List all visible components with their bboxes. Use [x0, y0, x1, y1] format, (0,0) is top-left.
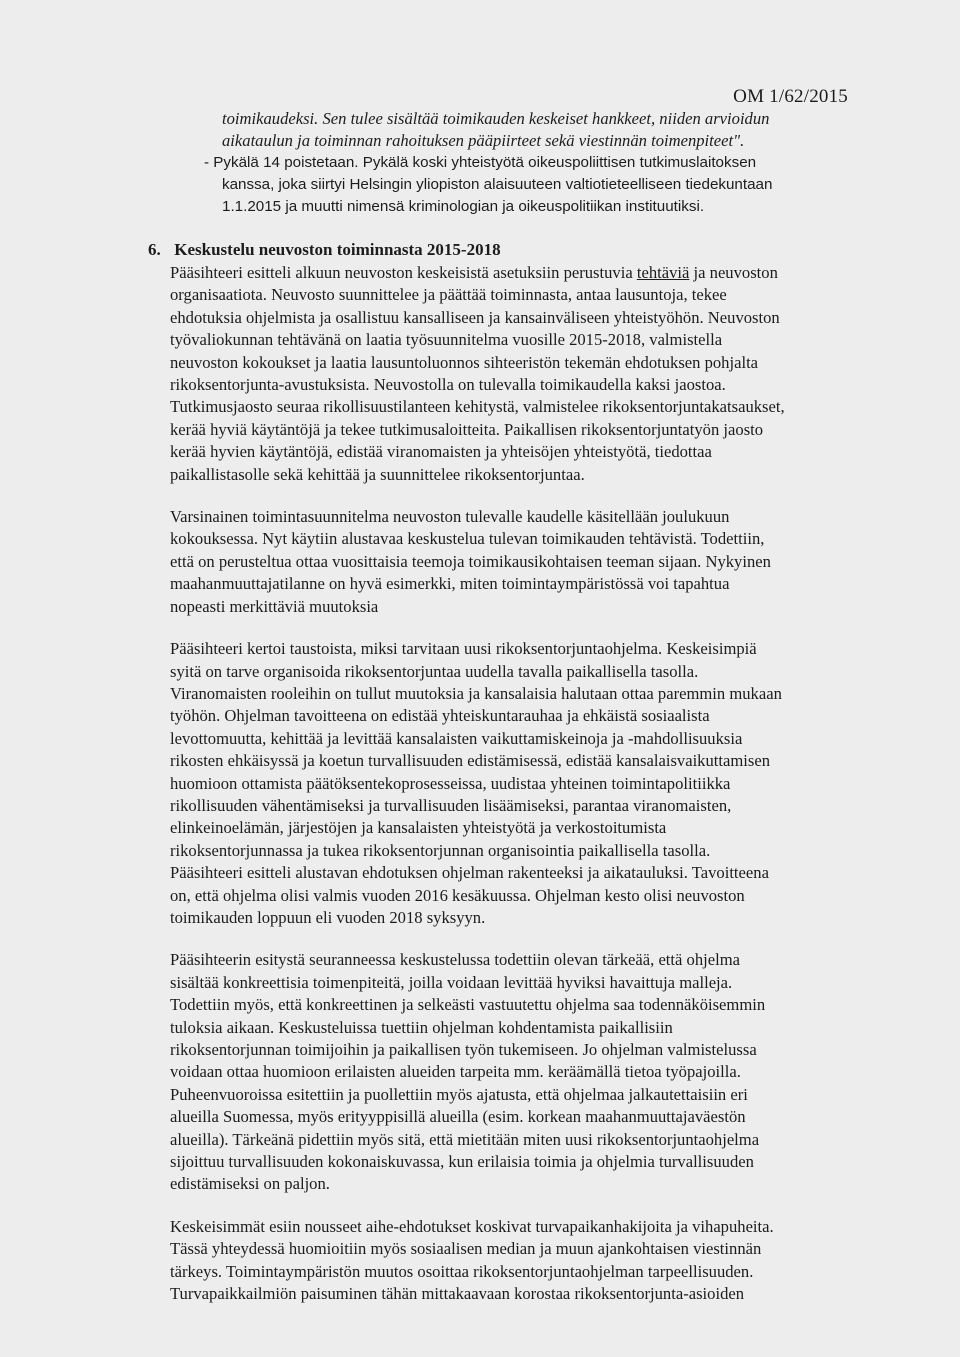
paragraph — [170, 638, 860, 929]
text-line: Pääsihteeri esitteli alkuun neuvoston keskeisistä asetuksiin perustuvia tehtäviä ja neuvoston — [170, 263, 778, 282]
text-line: Viranomaisten rooleihin on tullut muutoksia ja kansalaisia halutaan ottaa paremmin mukaan — [170, 683, 782, 703]
text-line: - Pykälä 14 poistetaan. Pykälä koski yhteistyötä oikeuspoliittisen tutkimuslaitoksen — [204, 154, 757, 171]
text-line: alueilla Suomessa, myös erityyppisillä alueilla (esim. korkean maahanmuuttajaväestön — [170, 1107, 746, 1127]
text-line: kokouksessa. Nyt käytiin alustavaa keskustelua tulevan toimikauden tehtävistä. Todettiin, — [170, 529, 765, 549]
text-line: paikallistasolle sekä kehittää ja suunnittelee rikoksentorjuntaa. — [170, 464, 585, 484]
paragraph — [170, 506, 860, 618]
text-line: rikoksentorjunnan toimijoihin ja paikallisen työn tukemiseen. Jo ohjelman valmistelussa — [170, 1040, 757, 1059]
text-line: tuloksia aikaan. Keskusteluissa tuettiin ohjelman kohdentamista paikallisiin — [170, 1017, 673, 1037]
bullet-item — [204, 152, 854, 219]
text-line: rikoksentorjunnassa ja tukea rikoksentorjunnan organisointia paikallisella tasolla. — [170, 840, 711, 860]
quoted-continuation — [222, 108, 852, 152]
paragraph — [170, 1216, 860, 1306]
text-line: organisaatiota. Neuvosto suunnittelee ja päättää toiminnasta, antaa lausuntoja, tekee — [170, 285, 727, 305]
text-line: on, että ohjelma olisi valmis vuoden 2016 kesäkuussa. Ohjelman kesto olisi neuvoston — [170, 885, 745, 905]
text-line: työhön. Ohjelman tavoitteena on edistää yhteiskuntarauhaa ja ehkäistä sosiaalista — [170, 706, 710, 726]
text-line: rikosten ehkäisyssä ja koetun turvallisuuden edistämisessä, edistää kansalaisvaikuttamisen — [170, 751, 771, 771]
paragraph — [170, 949, 860, 1195]
text-line: ehdotuksia ohjelmista ja osallistuu kansalliseen ja kansainväliseen yhteistyöhön. Neuvoston — [170, 307, 780, 327]
section-title: Keskustelu neuvoston toiminnasta 2015-2018 — [174, 240, 501, 259]
section-heading — [148, 240, 501, 260]
text-line: syitä on tarve organisoida rikoksentorjuntaa uudella tavalla paikallisella tasolla. — [170, 661, 699, 681]
text-line: 1.1.2015 ja muutti nimensä kriminologian ja oikeuspolitiikan instituutiksi. — [222, 198, 705, 216]
paragraph — [170, 262, 860, 486]
text-line: aikataulun ja toiminnan rahoituksen pääpiirteet sekä viestinnän toimenpiteet". — [222, 131, 745, 151]
text-line: alueilla). Tärkeänä pidettiin myös sitä, että mietitään miten uusi rikoksentorjuntaohjelma — [170, 1129, 760, 1149]
text-line: kerää hyvien käytäntöjä, edistää viranomaisten ja yhteisöjen yhteistyötä, tiedottaa — [170, 442, 712, 462]
text-line: edistämiseksi on paljon. — [170, 1174, 330, 1194]
text-line: Pääsihteerin esitystä seuranneessa keskustelussa todettiin olevan tärkeää, että ohjelma — [170, 950, 740, 970]
text-line: Pääsihteeri kertoi taustoista, miksi tarvitaan uusi rikoksentorjuntaohjelma. Keskeisimpiä — [170, 639, 757, 659]
text-line: sisältää konkreettisia toimenpiteitä, joilla voidaan levittää hyviksi havaittuja malleja. — [170, 972, 733, 992]
text-line: levottomuutta, kehittää ja levittää kansalaisten vaikuttamiskeinoja ja -mahdollisuuksia — [170, 728, 743, 748]
text-line: Varsinainen toimintasuunnitelma neuvoston tulevalle kaudelle käsitellään joulukuun — [170, 507, 730, 527]
text-line: toimikaudeksi. Sen tulee sisältää toimikauden keskeiset hankkeet, niiden arvioidun — [222, 109, 770, 128]
text-line: rikoksentorjunta-avustuksista. Neuvostolla on tulevalla toimikaudella kaksi jaostoa. — [170, 375, 726, 395]
text-line: työvaliokunnan tehtävänä on laatia työsuunnitelma vuosille 2015-2018, valmistella — [170, 330, 723, 350]
document-reference: OM 1/62/2015 — [733, 86, 848, 107]
text-line: kanssa, joka siirtyi Helsingin yliopiston alaisuuteen valtiotieteelliseen tiedekuntaan — [222, 176, 773, 194]
text-line: rikollisuuden vähentämiseksi ja turvallisuuden lisäämiseksi, parantaa viranomaisten, — [170, 795, 732, 815]
text-line: huomioon ottamista päätöksentekoprosesseissa, uudistaa yhteinen toimintapolitiikka — [170, 773, 731, 793]
text-line: Tässä yhteydessä huomioitiin myös sosiaalisen median ja muun ajankohtaisen viestinnän — [170, 1239, 762, 1259]
text-line: Keskeisimmät esiin nousseet aihe-ehdotukset koskivat turvapaikanhakijoita ja vihapuheita. — [170, 1216, 774, 1236]
text-line: tärkeys. Toimintaympäristön muutos osoittaa rikoksentorjuntaohjelman tarpeellisuuden. — [170, 1261, 754, 1281]
section-number: 6. — [148, 240, 161, 259]
text-line: Tutkimusjaosto seuraa rikollisuustilanteen kehitystä, valmistelee rikoksentorjuntakatsaukset, — [170, 397, 785, 417]
text-line: Puheenvuoroissa esitettiin ja puollettiin myös ajatusta, että ohjelmaa jalkautettaisiin eri — [170, 1084, 748, 1104]
text-line: voidaan ottaa huomioon erilaisten alueiden tarpeita mm. keräämällä tietoa työpajoilla. — [170, 1062, 741, 1082]
text-line: nopeasti merkittäviä muutoksia — [170, 596, 379, 616]
text-line: maahanmuuttajatilanne on hyvä esimerkki, miten toimintaympäristössä voi tapahtua — [170, 574, 730, 594]
text-line: elinkeinoelämän, järjestöjen ja kansalaisten yhteistyötä ja verkostoitumista — [170, 818, 667, 838]
text-line: neuvoston kokoukset ja laatia lausuntoluonnos sihteeristön tekemän ehdotuksen pohjalta — [170, 352, 759, 372]
text-line: toimikauden loppuun eli vuoden 2018 syksyyn. — [170, 907, 486, 927]
text-line: Todettiin myös, että konkreettinen ja selkeästi vastuutettu ohjelma saa todennäköisemmin — [170, 995, 766, 1015]
text-line: Pääsihteeri esitteli alustavan ehdotuksen ohjelman rakenteeksi ja aikatauluksi. Tavoitteena — [170, 863, 769, 883]
text-line: sijoittuu turvallisuuden kokonaiskuvassa, kun erilaisia toimia ja ohjelmia turvallisuuden — [170, 1152, 754, 1172]
section-content — [170, 262, 860, 1325]
text-line: kerää hyviä käytäntöjä ja tekee tutkimusaloitteita. Paikallisen rikoksentorjuntatyön jaosto — [170, 419, 764, 439]
text-line: että on perusteltua ottaa vuosittaisia teemoja toimikausikohtaisen teeman sijaan. Nykyinen — [170, 551, 771, 571]
text-line: Turvapaikkailmiön paisuminen tähän mittakaavaan korostaa rikoksentorjunta-asioiden — [170, 1284, 745, 1304]
